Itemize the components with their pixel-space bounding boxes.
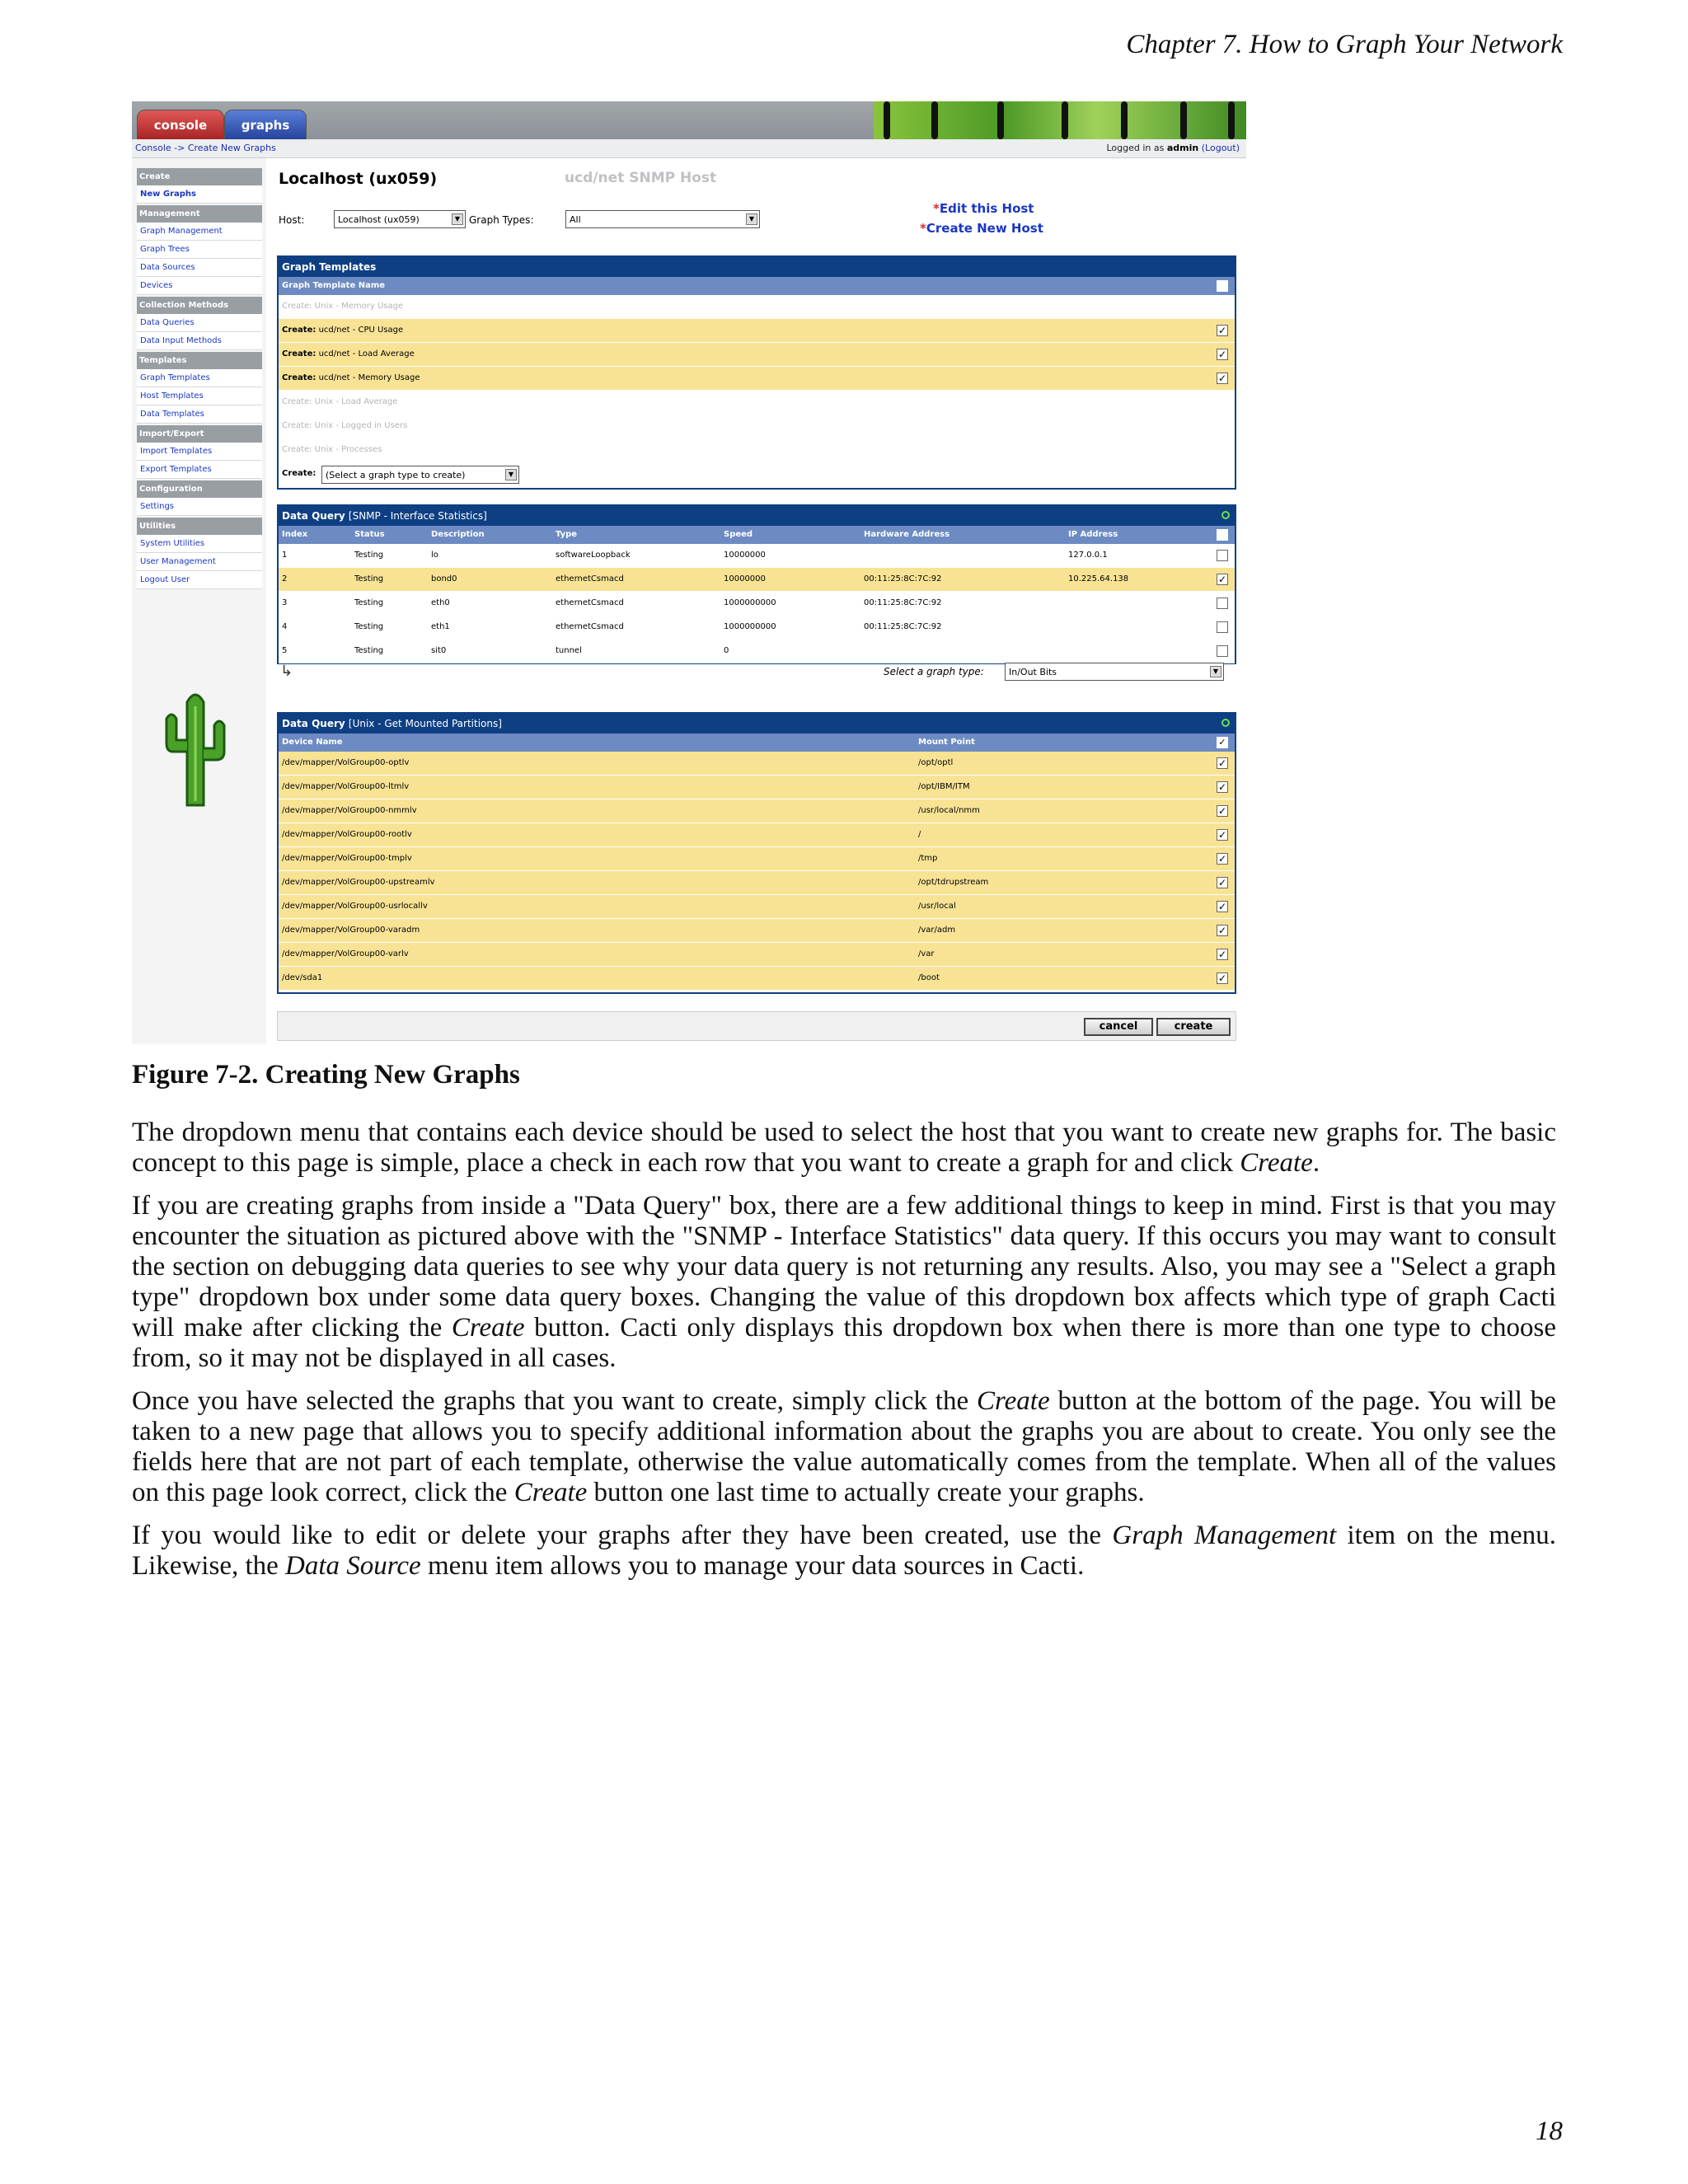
menu-item-graph-templates[interactable]: Graph Templates <box>137 369 262 387</box>
graph-type-select[interactable]: In/Out Bits ▼ <box>1005 663 1224 681</box>
menu-item-new-graphs[interactable]: New Graphs <box>137 185 262 204</box>
row-checkbox[interactable]: ✓ <box>1217 829 1227 841</box>
row-checkbox[interactable] <box>1217 598 1228 609</box>
edit-host-link[interactable]: *Edit this Host <box>933 201 1034 216</box>
menu-item-graph-management[interactable]: Graph Management <box>137 223 262 241</box>
graph-templates-column-header: Graph Template Name <box>279 277 1235 295</box>
sidebar <box>132 158 266 1044</box>
breadcrumb[interactable]: Console -> Create New Graphs <box>135 143 276 153</box>
create-button[interactable]: create <box>1156 1018 1231 1036</box>
create-host-link[interactable]: *Create New Host <box>920 221 1043 236</box>
table-row: 3 Testing eth0 ethernetCsmacd 1000000000 00:11:25:8C:7C:92 <box>279 592 1235 616</box>
row-checkbox[interactable]: ✓ <box>1217 972 1227 984</box>
menu-item-graph-trees[interactable]: Graph Trees <box>137 241 262 259</box>
cactus-banner-image <box>874 101 1246 139</box>
menu-header-utilities: Utilities <box>137 518 262 535</box>
tab-console[interactable]: console <box>137 110 224 141</box>
table-row: /dev/mapper/VolGroup00-rootlv / ✓ <box>279 823 1235 847</box>
table-row: 2 Testing bond0 ethernetCsmacd 10000000 00:11:25:8C:7C:92 10.225.64.138 ✓ <box>279 568 1235 592</box>
row-checkbox[interactable] <box>1217 645 1228 657</box>
row-checkbox[interactable]: ✓ <box>1217 901 1227 912</box>
menu-item-settings[interactable]: Settings <box>137 498 262 516</box>
row-checkbox[interactable] <box>1217 550 1228 561</box>
interface-statistics-header: Data Query [SNMP - Interface Statistics] <box>279 506 1235 526</box>
figure-caption: Figure 7-2. Creating New Graphs <box>132 1060 520 1090</box>
table-row: Create: Unix - Logged in Users <box>279 415 1235 438</box>
table-row: /dev/mapper/VolGroup00-tmplv /tmp ✓ <box>279 847 1235 871</box>
table-row: 5 Testing sit0 tunnel 0 <box>279 640 1235 663</box>
table-row: /dev/mapper/VolGroup00-varadm /var/adm ✓ <box>279 919 1235 943</box>
table-row: Create: Unix - Load Average <box>279 391 1235 415</box>
row-checkbox[interactable]: ✓ <box>1217 757 1227 769</box>
cacti-screenshot <box>132 101 1246 1044</box>
menu-item-export-templates[interactable]: Export Templates <box>137 461 262 479</box>
table-row: /dev/mapper/VolGroup00-varlv /var ✓ <box>279 943 1235 967</box>
menu-header-configuration: Configuration <box>137 480 262 498</box>
row-checkbox[interactable]: ✓ <box>1217 325 1227 336</box>
graph-template-select[interactable]: (Select a graph type to create) ▼ <box>321 466 519 484</box>
host-title: Localhost (ux059) <box>279 170 438 188</box>
row-checkbox[interactable]: ✓ <box>1217 349 1227 360</box>
chevron-down-icon: ▼ <box>1210 666 1221 677</box>
running-head: Chapter 7. How to Graph Your Network <box>1126 30 1563 59</box>
status-circle-icon <box>1221 511 1230 519</box>
partitions-column-header: Device Name Mount Point ✓ <box>279 733 1235 752</box>
login-status: Logged in as admin (Logout) <box>1106 143 1240 153</box>
host-select[interactable]: Localhost (ux059) ▼ <box>334 210 466 228</box>
side-menu <box>137 166 262 589</box>
status-circle-icon <box>1221 719 1230 727</box>
menu-item-data-input-methods[interactable]: Data Input Methods <box>137 332 262 350</box>
menu-header-import-export: Import/Export <box>137 425 262 443</box>
menu-item-host-templates[interactable]: Host Templates <box>137 387 262 405</box>
table-row: 4 Testing eth1 ethernetCsmacd 1000000000 00:11:25:8C:7C:92 <box>279 616 1235 640</box>
table-row: /dev/mapper/VolGroup00-usrlocallv /usr/local ✓ <box>279 895 1235 919</box>
row-checkbox[interactable]: ✓ <box>1217 805 1227 817</box>
graph-templates-header: Graph Templates <box>279 257 1235 277</box>
table-row: Create: Unix - Memory Usage <box>279 295 1235 319</box>
select-all-checkbox[interactable]: ✓ <box>1217 737 1228 748</box>
table-row: Create: Unix - Processes <box>279 438 1235 462</box>
table-row: /dev/mapper/VolGroup00-ltmlv /opt/IBM/ITM ✓ <box>279 776 1235 799</box>
row-checkbox[interactable]: ✓ <box>1217 925 1227 936</box>
cancel-button[interactable]: cancel <box>1084 1018 1153 1036</box>
graph-types-select[interactable]: All ▼ <box>565 210 760 228</box>
page-number: 18 <box>1536 2116 1563 2146</box>
menu-item-system-utilities[interactable]: System Utilities <box>137 535 262 553</box>
table-row: Create: ucd/net - Memory Usage ✓ <box>279 367 1235 391</box>
select-all-checkbox[interactable] <box>1217 280 1228 292</box>
create-select-row: Create: (Select a graph type to create) ▼ <box>279 462 1235 486</box>
table-row: /dev/mapper/VolGroup00-optlv /opt/optl ✓ <box>279 752 1235 776</box>
menu-item-logout-user[interactable]: Logout User <box>137 571 262 589</box>
menu-header-collection-methods: Collection Methods <box>137 297 262 314</box>
graph-templates-panel <box>277 255 1236 490</box>
menu-header-create: Create <box>137 168 262 185</box>
graph-types-label: Graph Types: <box>469 214 534 226</box>
row-checkbox[interactable]: ✓ <box>1217 949 1227 960</box>
row-checkbox[interactable]: ✓ <box>1217 853 1227 865</box>
menu-item-user-management[interactable]: User Management <box>137 553 262 571</box>
form-footer <box>277 1011 1236 1041</box>
main-content <box>272 158 1246 1044</box>
chevron-down-icon: ▼ <box>746 213 757 225</box>
tab-graphs[interactable]: graphs <box>224 110 307 141</box>
select-graph-type-label: Select a graph type: <box>884 666 984 677</box>
interface-statistics-panel <box>277 504 1236 664</box>
table-row: /dev/mapper/VolGroup00-upstreamlv /opt/tdrupstream ✓ <box>279 871 1235 895</box>
navigation-row <box>132 139 1246 158</box>
top-bar <box>132 101 1246 139</box>
body-text <box>132 1118 1556 1594</box>
menu-item-import-templates[interactable]: Import Templates <box>137 443 262 461</box>
chevron-down-icon: ▼ <box>505 469 517 480</box>
host-type: ucd/net SNMP Host <box>565 170 717 186</box>
host-label: Host: <box>279 214 305 226</box>
paragraph: The dropdown menu that contains each device should be used to select the host that you want to create new graphs for. The basic concept to this page is simple, place a check in each row that you want to create a graph for and click Create. <box>132 1118 1556 1178</box>
row-checkbox[interactable]: ✓ <box>1217 574 1227 585</box>
paragraph: If you are creating graphs from inside a "Data Query" box, there are a few additional things to keep in mind. First is that you may encounter the situation as pictured above with the "SNMP - Interface Statistics" data query. If this occurs you may want to consult the section on debugging data queries to see why your data query is not returning any results. Also, you may see a "Select a graph type" dropdown box under some data query boxes. Changing the value of this dropdown box affects which type of graph Cacti will make after clicking the Create button. Cacti only displays this dropdown box when there is more than one type to choose from, so it may not be displayed in all cases. <box>132 1191 1556 1373</box>
table-row: /dev/mapper/VolGroup00-nmmlv /usr/local/nmm ✓ <box>279 799 1235 823</box>
select-all-checkbox[interactable] <box>1217 529 1228 541</box>
menu-header-management: Management <box>137 205 262 223</box>
cactus-logo-icon <box>158 686 232 809</box>
menu-item-data-queries[interactable]: Data Queries <box>137 314 262 332</box>
mounted-partitions-header: Data Query [Unix - Get Mounted Partitions] <box>279 714 1235 733</box>
table-row: 1 Testing lo softwareLoopback 10000000 127.0.0.1 <box>279 544 1235 568</box>
paragraph: If you would like to edit or delete your graphs after they have been created, use the Graph Management item on the menu. Likewise, the Data Source menu item allows you to manage your data sources in Cacti. <box>132 1521 1556 1581</box>
row-checkbox[interactable]: ✓ <box>1217 877 1227 888</box>
row-checkbox[interactable] <box>1217 621 1228 633</box>
interface-column-header: Index Status Description Type Speed Hardware Address IP Address <box>279 526 1235 544</box>
table-row: /dev/sda1 /boot ✓ <box>279 967 1235 991</box>
row-checkbox[interactable]: ✓ <box>1217 373 1227 384</box>
menu-item-devices[interactable]: Devices <box>137 277 262 295</box>
logout-link[interactable]: (Logout) <box>1201 143 1240 153</box>
chevron-down-icon: ▼ <box>452 213 463 225</box>
table-row: Create: ucd/net - Load Average ✓ <box>279 343 1235 367</box>
paragraph: Once you have selected the graphs that you want to create, simply click the Create button at the bottom of the page. You will be taken to a new page that allows you to specify additional information about the graphs you are about to create. You only see the fields here that are not part of each template, otherwise the value automatically comes from the template. When all of the values on this page look correct, click the Create button one last time to actually create your graphs. <box>132 1386 1556 1507</box>
row-checkbox[interactable]: ✓ <box>1217 781 1227 793</box>
menu-item-data-sources[interactable]: Data Sources <box>137 259 262 277</box>
return-arrow-icon: ↳ <box>280 663 293 680</box>
table-row: Create: ucd/net - CPU Usage ✓ <box>279 319 1235 343</box>
menu-item-data-templates[interactable]: Data Templates <box>137 405 262 424</box>
menu-header-templates: Templates <box>137 352 262 369</box>
mounted-partitions-panel <box>277 712 1236 994</box>
